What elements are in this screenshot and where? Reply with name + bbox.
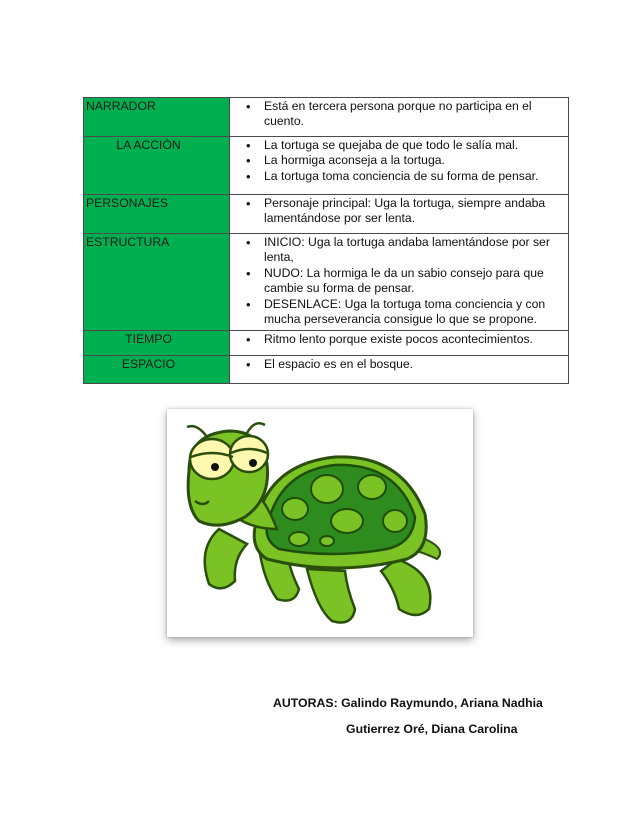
row-label-narrador: NARRADOR	[84, 98, 230, 137]
list-item: • La tortuga se quejaba de que todo le salía mal.	[264, 138, 564, 153]
row-content	[230, 98, 569, 137]
list-item: • NUDO: La hormiga le da un sabio consejo para que cambie su forma de pensar.	[264, 266, 564, 297]
table-row	[84, 234, 569, 331]
table-row	[84, 195, 569, 234]
list-item: • INICIO: Uga la tortuga andaba lamentándose por ser lenta,	[264, 235, 564, 266]
list-item: • La tortuga toma conciencia de su forma de pensar.	[264, 169, 564, 184]
table-row	[84, 98, 569, 137]
authors-line-2: Gutierrez Oré, Diana Carolina	[346, 722, 518, 736]
row-content	[230, 356, 569, 384]
list-item: • DESENLACE: Uga la tortuga toma conciencia y con mucha perseverancia consigue lo que se propone.	[264, 297, 564, 328]
list-item: • Personaje principal: Uga la tortuga, siempre andaba lamentándose por ser lenta.	[264, 196, 564, 227]
row-label-accion: LA ACCIÒN	[84, 137, 230, 195]
list-item: • Está en tercera persona porque no participa en el cuento.	[264, 99, 564, 130]
row-label-estructura: ESTRUCTURA	[84, 234, 230, 331]
row-content	[230, 137, 569, 195]
row-content	[230, 195, 569, 234]
story-analysis-table	[83, 97, 569, 384]
list-item: • La hormiga aconseja a la tortuga.	[264, 153, 564, 168]
row-content	[230, 234, 569, 331]
table-row	[84, 137, 569, 195]
row-label-espacio: ESPACIO	[84, 356, 230, 384]
table-row	[84, 331, 569, 356]
row-content	[230, 331, 569, 356]
turtle-illustration	[167, 409, 473, 637]
row-label-personajes: PERSONAJES	[84, 195, 230, 234]
list-item: • Ritmo lento porque existe pocos acontecimientos.	[264, 332, 564, 347]
authors-line-1: AUTORAS: Galindo Raymundo, Ariana Nadhia	[273, 696, 543, 710]
row-label-tiempo: TIEMPO	[84, 331, 230, 356]
list-item: • El espacio es en el bosque.	[264, 357, 564, 372]
turtle-icon	[167, 409, 473, 637]
table-row	[84, 356, 569, 384]
